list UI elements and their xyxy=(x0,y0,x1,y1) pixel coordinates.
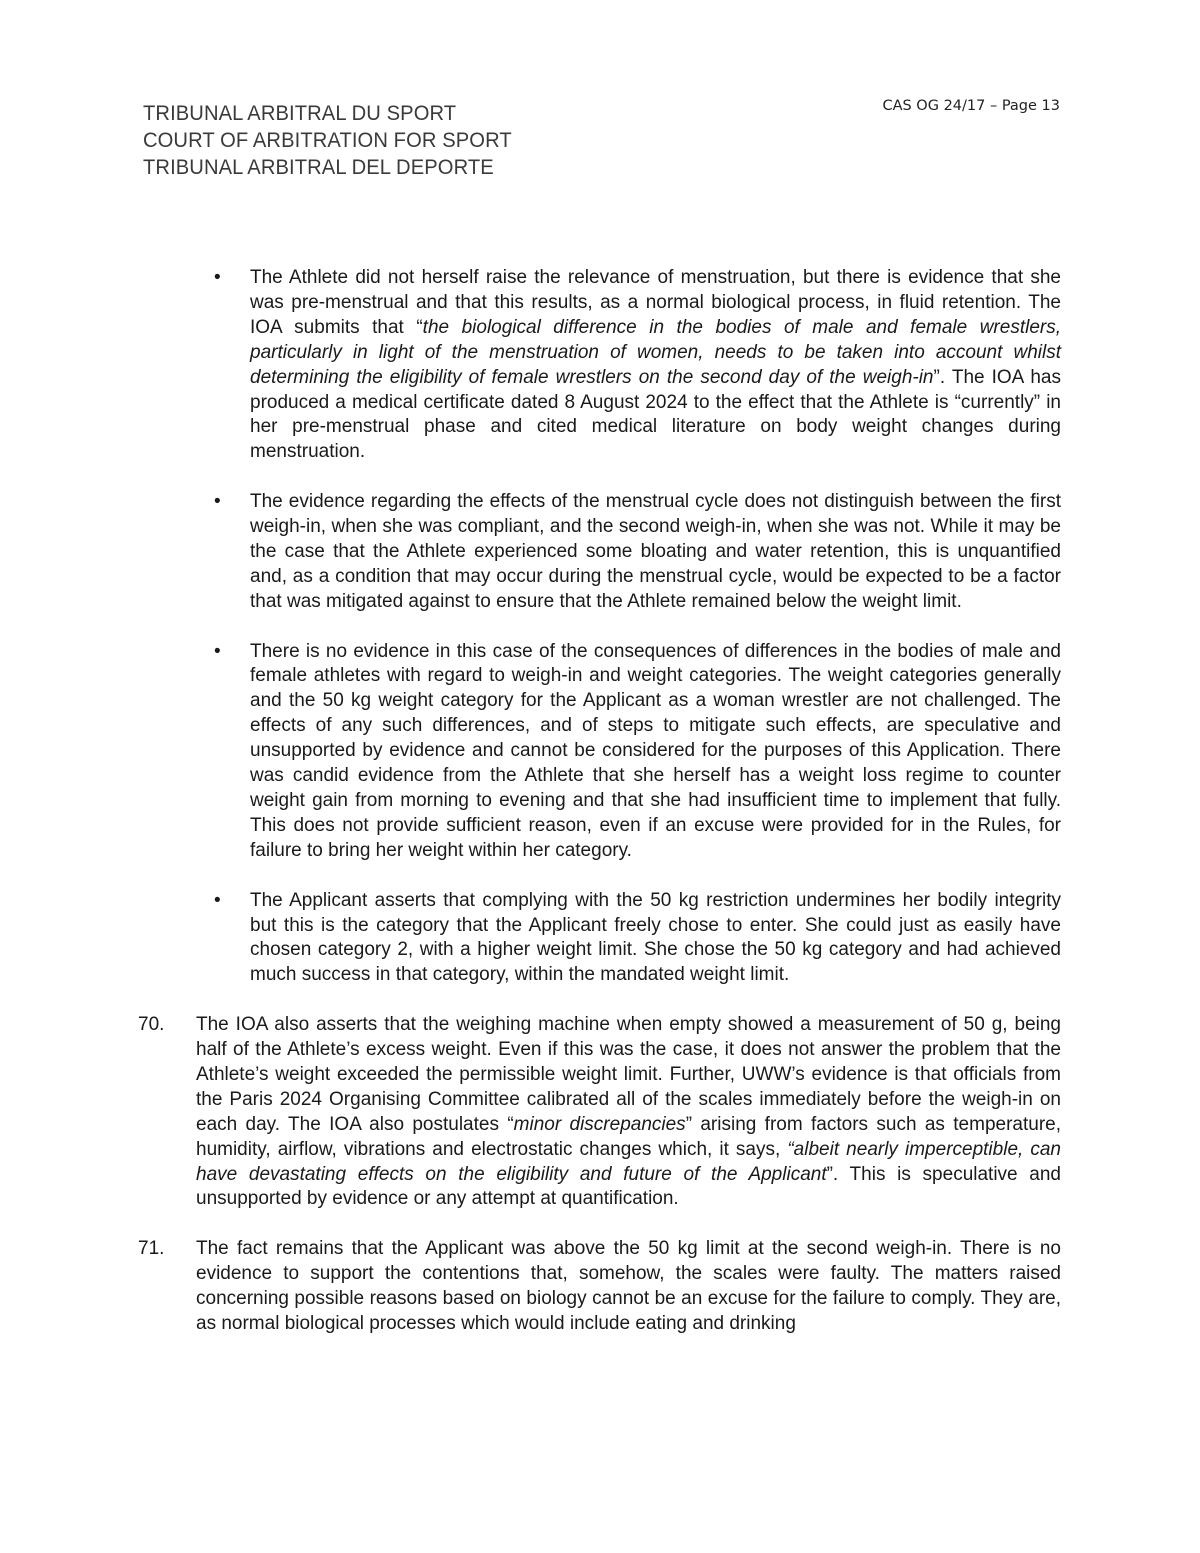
bullet-text: There is no evidence in this case of the consequences of differences in the bodies of male and female athletes with regard to weigh-in and weight categories. The weight categories generally and the 50 kg weight category for the Applicant as a woman wrestler are not challenged. The effects of any such differences, and of steps to mitigate such effects, are speculative and unsupported by evidence and cannot be considered for the purposes of this Application. There was candid evidence from the Athlete that she herself has a weight loss regime to counter weight gain from morning to evening and that she had insufficient time to implement that fully. This does not provide sufficient reason, even if an excuse were provided for in the Rules, for failure to bring her weight within her category. xyxy=(250,640,1061,861)
paragraph-number: 70. xyxy=(138,1014,165,1036)
letterhead-line-french: TRIBUNAL ARBITRAL DU SPORT xyxy=(143,102,457,125)
court-letterhead xyxy=(143,100,512,181)
page-reference: CAS OG 24/17 – Page 13 xyxy=(882,98,1060,114)
bullet-item-menstruation xyxy=(214,266,1061,465)
bullet-text: The evidence regarding the effects of the menstrual cycle does not distinguish between the first weigh-in, when she was compliant, and the second weigh-in, when she was not. While it may be the case that the Athlete experienced some bloating and water retention, this is unquantified and, as a condition that may occur during the menstrual cycle, would be expected to be a factor that was mitigated against to ensure that the Athlete remained below the weight limit. xyxy=(250,491,1061,612)
bullet-icon: • xyxy=(214,491,221,513)
paragraph-70 xyxy=(138,1013,1062,1212)
bullet-icon: • xyxy=(214,640,221,662)
document-body xyxy=(0,266,1200,1362)
letterhead-line-english: COURT OF ARBITRATION FOR SPORT xyxy=(143,129,512,152)
paragraph-text: The IOA also asserts that the weighing machine when empty showed a measurement of 50 g, being half of the Athlete’s excess weight. Even if this was the case, it does not answer the problem that the Athlete’s weight exceeded the permissible weight limit. Further, UWW’s evidence is that officials from the Paris 2024 Organising Committee calibrated all of the scales immediately before the weigh-in on each day. The IOA also postulates “minor discrepancies” arising from factors such as temperature, humidity, airflow, vibrations and electrostatic changes which, it says, “albeit nearly imperceptible, can have devastating effects on the eligibility and future of the Applicant”. This is speculative and unsupported by evidence or any attempt at quantification. xyxy=(196,1014,1062,1210)
paragraph-number: 71. xyxy=(138,1238,165,1260)
paragraph-71 xyxy=(138,1237,1061,1337)
bullet-text: The Athlete did not herself raise the relevance of menstruation, but there is evidence that she was pre-menstrual and that this results, as a normal biological process, in fluid retention. The IOA submits that “the biological difference in the bodies of male and female wrestlers, particularly in light of the menstruation of women, needs to be taken into account whilst determining the eligibility of female wrestlers on the second day of the weigh-in”. The IOA has produced a medical certificate dated 8 August 2024 to the effect that the Athlete is “currently” in her pre-menstrual phase and cited medical literature on body weight changes during menstruation. xyxy=(250,267,1061,463)
bullet-item-no-evidence-differences xyxy=(214,640,1061,864)
bullet-icon: • xyxy=(214,889,221,911)
bullet-icon: • xyxy=(214,267,221,288)
bullet-item-bodily-integrity xyxy=(214,889,1061,989)
letterhead-line-spanish: TRIBUNAL ARBITRAL DEL DEPORTE xyxy=(143,156,494,179)
bullet-text: The Applicant asserts that complying with the 50 kg restriction undermines her bodily integrity but this is the category that the Applicant freely chose to enter. She could just as easily have chosen category 2, with a higher weight limit. She chose the 50 kg category and had achieved much success in that category, within the mandated weight limit. xyxy=(250,889,1061,986)
paragraph-text: The fact remains that the Applicant was above the 50 kg limit at the second weigh-in. There is no evidence to support the contentions that, somehow, the scales were faulty. The matters raised concerning possible reasons based on biology cannot be an excuse for the failure to comply. They are, as normal biological processes which would include eating and drinking xyxy=(196,1238,1061,1334)
bullet-item-menstrual-cycle-evidence xyxy=(214,490,1061,615)
